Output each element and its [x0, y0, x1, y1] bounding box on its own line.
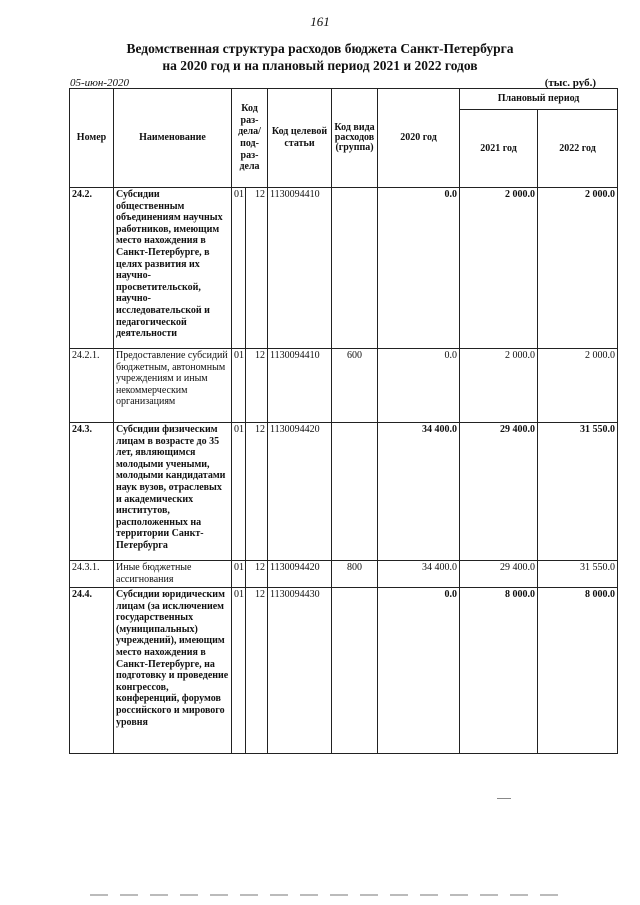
row-section: 01 [232, 561, 246, 588]
footer-scan-artifact [90, 894, 570, 896]
row-target-code: 1130094410 [268, 188, 332, 349]
row-amount-2022: 2 000.0 [538, 188, 618, 349]
row-name: Субсидии юридическим лицам (за исключением государственных (муниципальных) учреждений), имеющим место нахождения в Санкт-Петербурге, на подготовку и проведение конгрессов, конференций, форумов российского и мирового уровня [114, 588, 232, 754]
row-subsection: 12 [246, 423, 268, 561]
row-amount-2020: 0.0 [378, 588, 460, 754]
header-year-2021: 2021 год [460, 110, 538, 188]
header-name: Наименование [114, 89, 232, 188]
header-target-code: Код целевой статьи [268, 89, 332, 188]
row-subsection: 12 [246, 588, 268, 754]
row-amount-2021: 2 000.0 [460, 349, 538, 423]
page-number: 161 [310, 14, 330, 29]
row-name: Предоставление субсидий бюджетным, автономным учреждениям и иным некоммерческим организациям [114, 349, 232, 423]
row-amount-2020: 0.0 [378, 349, 460, 423]
row-subsection: 12 [246, 349, 268, 423]
row-number: 24.3. [70, 423, 114, 561]
row-target-code: 1130094420 [268, 423, 332, 561]
table-row [70, 349, 618, 423]
table-row [70, 188, 618, 349]
row-amount-2022: 31 550.0 [538, 423, 618, 561]
document-date: 05-июн-2020 [70, 77, 130, 89]
row-amount-2020: 34 400.0 [378, 423, 460, 561]
row-expense-type: 600 [332, 349, 378, 423]
row-section: 01 [232, 588, 246, 754]
row-number: 24.2.1. [70, 349, 114, 423]
row-section: 01 [232, 188, 246, 349]
row-expense-type [332, 188, 378, 349]
row-amount-2020: 34 400.0 [378, 561, 460, 588]
row-amount-2021: 29 400.0 [460, 423, 538, 561]
table-row [70, 423, 618, 561]
row-amount-2022: 31 550.0 [538, 561, 618, 588]
header-number: Номер [70, 89, 114, 188]
row-number: 24.4. [70, 588, 114, 754]
units-label: (тыс. руб.) [544, 77, 596, 89]
row-name: Субсидии физическим лицам в возрасте до 35 лет, являющимся молодыми учеными, молодыми кандидатами наук вузов, отраслевых и академических институтов, расположенных на территории Санкт-Петербурга [114, 423, 232, 561]
header-expense-type-code: Код вида расходов (группа) [332, 89, 378, 188]
row-name: Субсидии общественным объединениям научных работников, имеющим место нахождения в Санкт-Петербурге, в целях развития их научно-просветительской, научно-исследовательской и педагогической деятельности [114, 188, 232, 349]
row-section: 01 [232, 349, 246, 423]
scan-mark [497, 798, 511, 799]
header-planned-period: Плановый период [460, 89, 618, 110]
row-amount-2021: 29 400.0 [460, 561, 538, 588]
row-expense-type [332, 588, 378, 754]
table-row [70, 588, 618, 754]
table-row [70, 561, 618, 588]
row-number: 24.3.1. [70, 561, 114, 588]
row-amount-2022: 2 000.0 [538, 349, 618, 423]
row-amount-2022: 8 000.0 [538, 588, 618, 754]
row-amount-2021: 2 000.0 [460, 188, 538, 349]
row-subsection: 12 [246, 188, 268, 349]
header-year-2022: 2022 год [538, 110, 618, 188]
row-amount-2020: 0.0 [378, 188, 460, 349]
row-amount-2021: 8 000.0 [460, 588, 538, 754]
title-line-1: Ведомственная структура расходов бюджета Санкт-Петербурга [126, 41, 514, 56]
row-name: Иные бюджетные ассигнования [114, 561, 232, 588]
row-target-code: 1130094420 [268, 561, 332, 588]
document-title [40, 40, 600, 74]
header-year-2020: 2020 год [378, 89, 460, 188]
row-section: 01 [232, 423, 246, 561]
row-expense-type [332, 423, 378, 561]
row-subsection: 12 [246, 561, 268, 588]
budget-table [69, 88, 618, 754]
header-section-code: Код раз-дела/ под-раз-дела [232, 89, 268, 188]
row-target-code: 1130094430 [268, 588, 332, 754]
title-line-2: на 2020 год и на плановый период 2021 и 2022 годов [162, 58, 478, 73]
row-number: 24.2. [70, 188, 114, 349]
row-expense-type: 800 [332, 561, 378, 588]
row-target-code: 1130094410 [268, 349, 332, 423]
